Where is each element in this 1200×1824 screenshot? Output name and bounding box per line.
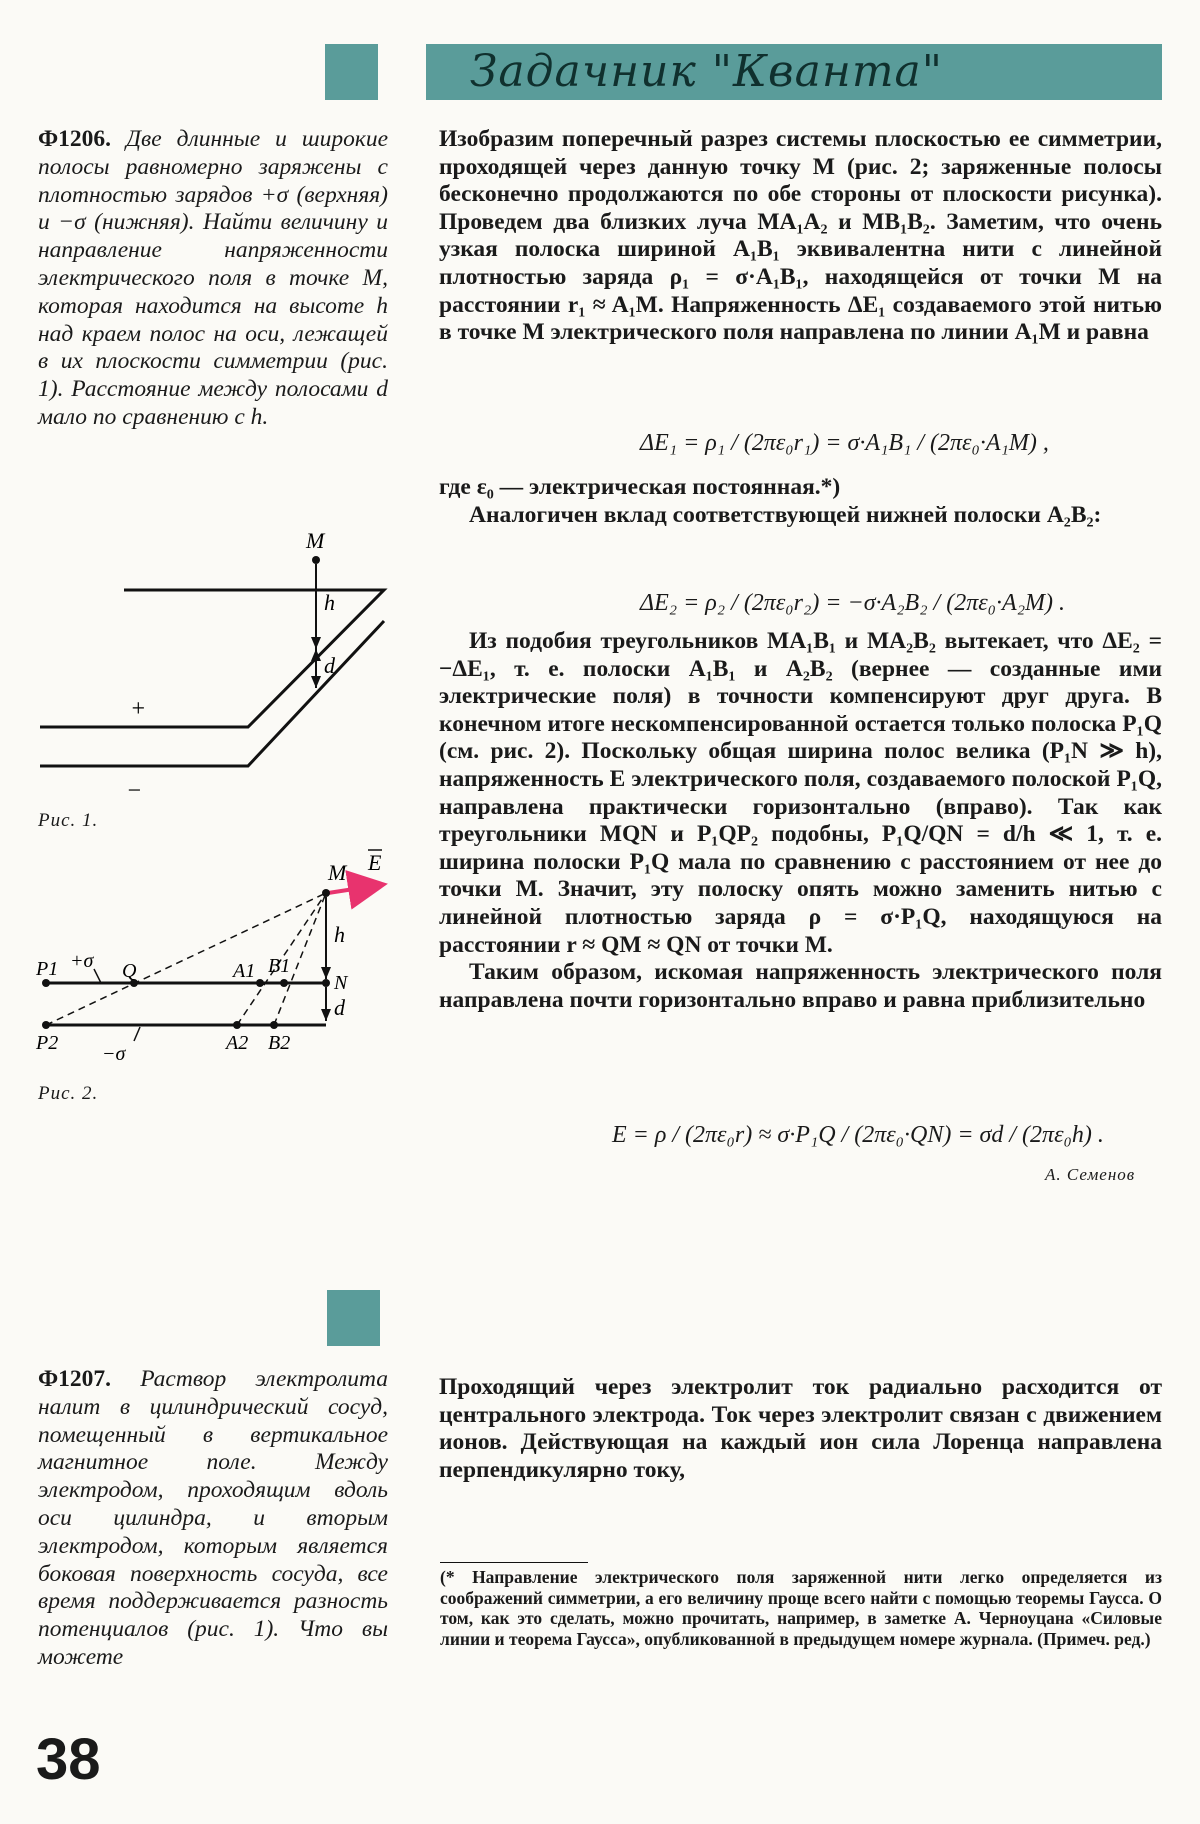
solution-1206-p5: Таким образом, искомая напряженность электрического поля направлена почти горизонтально вправо и равна приблизительно bbox=[439, 959, 1162, 1013]
fig2-E-arrow bbox=[328, 885, 380, 893]
fig2-label-A2: A2 bbox=[226, 1032, 249, 1054]
fig1-caption: Рис. 1. bbox=[38, 810, 99, 831]
problem-1207-marker bbox=[327, 1290, 380, 1346]
solution-1206-p2: где ε₀ — электрическая постоянная.*) bbox=[439, 474, 841, 500]
fig1-label-h: h bbox=[324, 590, 335, 615]
fig2-label-Q: Q bbox=[122, 960, 137, 982]
fig2-label-plus-sigma: +σ bbox=[70, 950, 94, 972]
section-title: Задачник "Кванта" bbox=[470, 46, 944, 97]
formula-3: E = ρ / (2πε₀r) ≈ σ·P₁Q / (2πε₀·QN) = σd / (2πε₀h) . bbox=[612, 1122, 1104, 1148]
problem-1207-number: Ф1207. bbox=[38, 1366, 112, 1392]
solution-1206-p4: Из подобия треугольников MA₁B₁ и MA₂B₂ вытекает, что ΔE₂ = −ΔE₁, т. е. полоски A₁B₁ и A₂B₂ (вернее — созданные ими электрические поля) в точности компенсируют друг друга. В конечном итоге нескомпенсированной остается только полоска P₁Q (см. рис. 2). Поскольку общая ширина полос велика (P₁N ≫ h), напряженность E электрического поля, создаваемого полоской P₁Q, направлена практически горизонтально (вправо). Так как треугольники MQN и P₁QP₂ подобны, P₁Q/QN = d/h ≪ 1, т. е. ширина полоски P₁Q мала по сравнению с расстоянием от нее до точки M. Значит, эту полоску опять можно заменить нитью с линейной плотностью заряда ρ = σ·P₁Q, находящуюся на расстоянии r ≈ QM ≈ QN от точки M. bbox=[439, 628, 1162, 958]
formula-1: ΔE₁ = ρ₁ / (2πε₀r₁) = σ·A₁B₁ / (2πε₀·A₁M) , bbox=[640, 430, 1049, 456]
fig2-label-M: M bbox=[328, 860, 347, 885]
page-number: 38 bbox=[36, 1727, 101, 1792]
author-signature: А. Семенов bbox=[1045, 1165, 1136, 1184]
fig2-label-A1: A1 bbox=[233, 960, 256, 982]
fig1-h-arrowhead bbox=[311, 637, 321, 649]
fig2-label-minus-sigma: −σ bbox=[102, 1043, 126, 1065]
footnote-rule bbox=[440, 1562, 588, 1563]
fig2-h-arrowhead bbox=[321, 967, 331, 979]
fig2-point-A1 bbox=[256, 979, 264, 987]
fig2-label-P2: P2 bbox=[36, 1032, 59, 1054]
solution-1206-p3: Аналогичен вклад соответствующей нижней полоски A₂B₂: bbox=[469, 501, 1102, 528]
fig1-point-M bbox=[312, 556, 320, 564]
fig2-label-B1: B1 bbox=[268, 955, 291, 977]
fig2-label-N: N bbox=[334, 972, 348, 994]
fig1-label-d: d bbox=[324, 653, 335, 678]
fig2-point-N bbox=[322, 979, 330, 987]
fig2-d-arrowhead bbox=[321, 1009, 331, 1021]
fig1-label-minus: − bbox=[126, 778, 143, 804]
solution-1206-p1: Изобразим поперечный разрез системы плоскостью ее симметрии, проходящей через данную точку M (рис. 2; заряженные полосы бесконечно продолжаются по обе стороны от плоскости рисунка). Проведем два близких луча MA₁A₂ и MB₁B₂. Заметим, что очень узкая полоска шириной A₁B₁ эквивалентна нити с линейной плотностью заряда ρ₁ = σ·A₁B₁, находящейся от точки M на расстоянии r₁ ≈ A₁M. Напряженность ΔE₁ создаваемого этой нитью в точке M электрического поля направлена по линии A₁M и равна bbox=[439, 126, 1162, 346]
solution-1206-part3 bbox=[439, 628, 1162, 1014]
fig2-point-B1 bbox=[280, 979, 288, 987]
formula-2: ΔE₂ = ρ₂ / (2πε₀r₂) = −σ·A₂B₂ / (2πε₀·A₂M) . bbox=[640, 590, 1066, 616]
fig2-caption: Рис. 2. bbox=[38, 1083, 99, 1104]
problem-1206-number: Ф1206. bbox=[38, 126, 112, 152]
solution-1207 bbox=[439, 1374, 1162, 1484]
solution-1207-text: Проходящий через электролит ток радиально расходится от центрального электрода. Ток через электролит связан с движением ионов. Действующая на каждый ион сила Лоренца направлена перпендикулярно току, bbox=[439, 1374, 1162, 1483]
fig2-label-d: d bbox=[334, 995, 345, 1020]
solution-1206-part2 bbox=[439, 474, 1162, 529]
fig1-d-arrowhead-down bbox=[311, 676, 321, 688]
problem-1206-statement bbox=[38, 126, 388, 432]
fig2-minus-sigma-tick bbox=[134, 1027, 140, 1041]
fig2-label-P1: P1 bbox=[36, 958, 59, 980]
solution-1206-part1 bbox=[439, 126, 1162, 347]
footnote: (* Направление электрического поля заряженной нити легко определяется из соображений симметрии, а его величину проще всего найти с помощью теоремы Гаусса. О том, как это сделать, можно прочитать, например, в заметке А. Черноуцана «Силовые линии и теорема Гаусса», опубликованной в предыдущем номере журнала. (Примеч. ред.) bbox=[440, 1567, 1162, 1649]
fig2-point-P1 bbox=[42, 979, 50, 987]
problem-1207-statement bbox=[38, 1366, 388, 1672]
fig2-label-h: h bbox=[334, 922, 345, 947]
problem-1207-text: Раствор электролита налит в цилиндрический сосуд, помещенный в вертикальное магнитное поле. Между электродом, проходящим вдоль оси цилиндра, и вторым электродом, которым является боковая поверхность сосуда, все время поддерживается разность потенциалов (рис. 1). Что вы можете bbox=[38, 1366, 388, 1670]
problem-1206-text: Две длинные и широкие полосы равномерно заряжены с плотностью зарядов +σ (верхняя) и −σ (нижняя). Найти величину и направление напряженности электрического поля в точке M, которая находится на высоте h над краем полос на оси, лежащей в их плоскости симметрии (рис. 1). Расстояние между полосами d мало по сравнению с h. bbox=[38, 126, 389, 430]
figure-2 bbox=[30, 845, 410, 1065]
fig2-plus-sigma-tick bbox=[94, 969, 101, 983]
fig2-label-B2: B2 bbox=[268, 1032, 291, 1054]
fig1-label-plus: + bbox=[130, 696, 147, 722]
figure-1 bbox=[30, 530, 400, 810]
fig1-label-M: M bbox=[306, 530, 325, 553]
header-square bbox=[325, 44, 378, 100]
fig2-label-E: E bbox=[368, 850, 382, 875]
